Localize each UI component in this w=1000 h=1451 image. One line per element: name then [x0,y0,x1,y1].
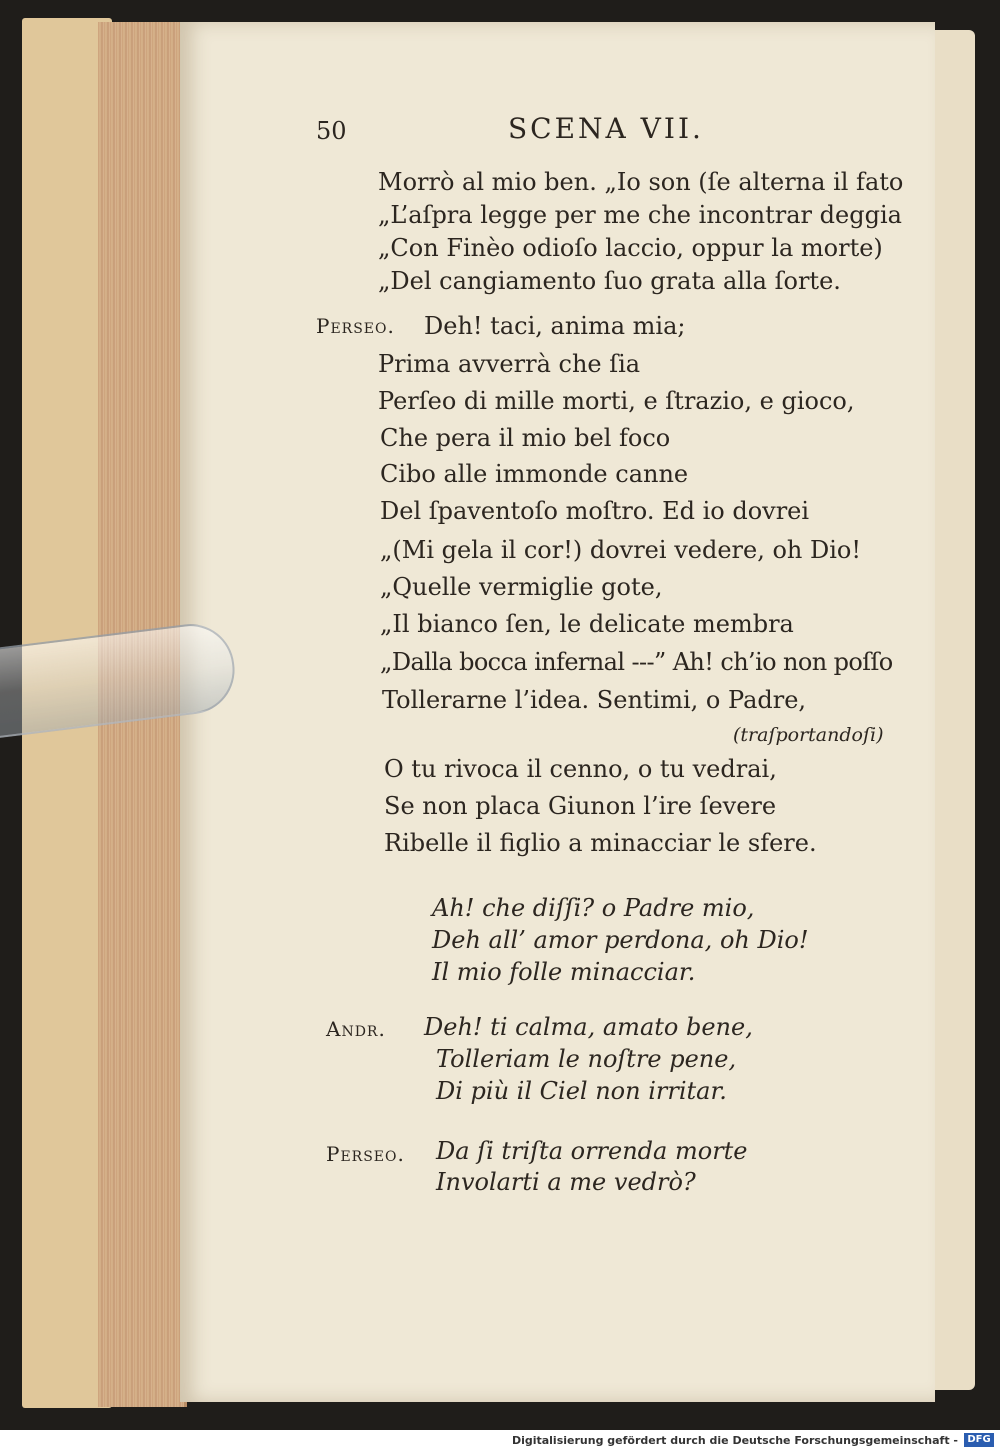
stage-direction: (traſportandoſi) [733,724,884,746]
verse-line: Che pera il mio bel foco [380,424,671,452]
verse-line: „Con Finèo odioſo laccio, oppur la morte) [378,234,883,262]
verse-line: Ribelle il figlio a minacciar le sfere. [384,829,817,857]
verse-line: Morrò al mio ben. „Io son (ſe alterna il fato [378,168,904,196]
verse-line: „Dalla bocca infernal ---” Ah! ch’io non poſſo [380,648,893,676]
verse-line: „Del cangiamento ſuo grata alla ſorte. [378,267,841,295]
footer-credit: Digitalisierung gefördert durch die Deutsche Forschungsgemeinschaft - [511,1434,958,1447]
verse-line: Se non placa Giunon l’ire ſevere [384,792,777,820]
aria-line: Involarti a me vedrò? [436,1168,696,1196]
page-number: 50 [316,117,347,145]
speaker-name: Perseo. [326,1142,405,1166]
aria-line: Da ſi triſta orrenda morte [436,1137,748,1165]
speaker-name: Andr. [326,1017,386,1041]
verse-line: „(Mi gela il cor!) dovrei vedere, oh Dio! [380,536,861,564]
verse-line: „L’aſpra legge per me che incontrar deggia [378,201,902,229]
aria-line: Tolleriam le noſtre pene, [436,1045,737,1073]
verse-line: Perſeo di mille morti, e ſtrazio, e gioco, [378,387,855,415]
verse-line: Cibo alle immonde canne [380,460,689,488]
verse-line: O tu rivoca il cenno, o tu vedrai, [384,755,777,783]
verse-line: Prima avverrà che ſia [378,350,641,378]
aria-line: Di più il Ciel non irritar. [436,1077,727,1105]
speaker-name: Perseo. [316,314,395,338]
aria-line: Deh all’ amor perdona, oh Dio! [432,926,809,954]
aria-line: Ah! che diſſi? o Padre mio, [432,894,755,922]
verse-line: Del ſpaventoſo moſtro. Ed io dovrei [380,497,810,525]
aria-line: Deh! ti calma, amato bene, [424,1013,753,1041]
verse-line: Deh! taci, anima mia; [424,312,686,340]
aria-line: Il mio folle minacciar. [432,958,696,986]
dfg-logo: DFG [964,1433,994,1447]
scene-heading: SCENA VII. [508,112,704,145]
verse-line: „Quelle vermiglie gote, [380,573,663,601]
digitization-footer [0,1430,1000,1451]
verse-line: Tollerarne l’idea. Sentimi, o Padre, [382,686,807,714]
verse-line: „Il bianco ſen, le delicate membra [380,610,794,638]
